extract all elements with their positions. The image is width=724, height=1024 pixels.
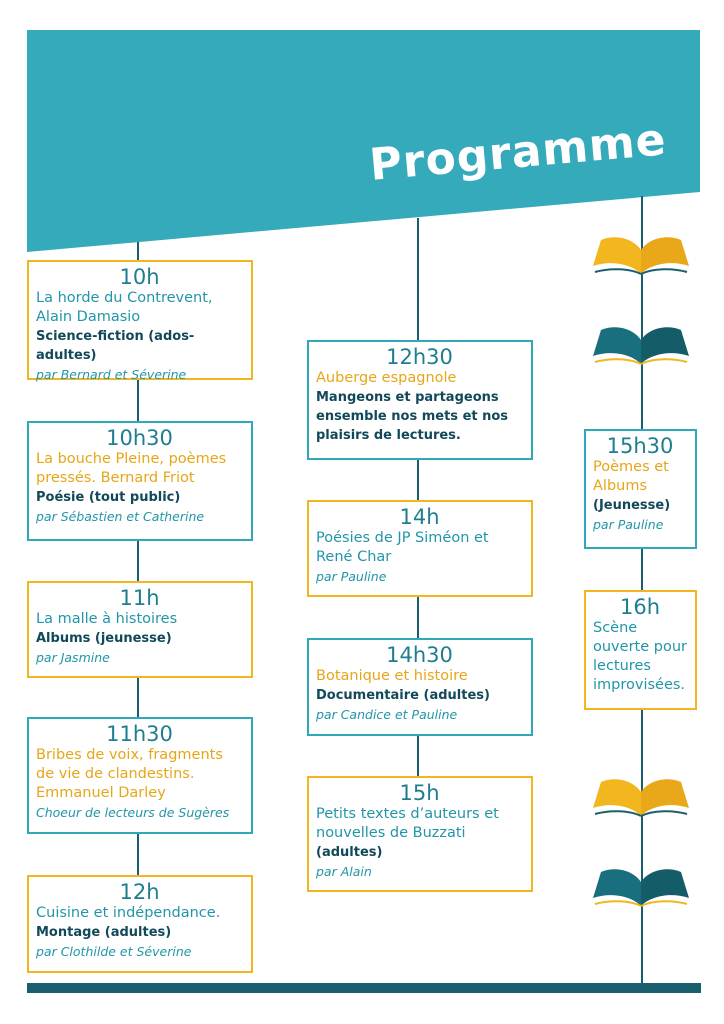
event-presenters: par Clothilde et Séverine [36, 944, 192, 959]
event-time: 10h [119, 265, 160, 289]
event-presenters: par Alain [316, 864, 372, 879]
event-time: 14h30 [386, 643, 453, 667]
event-card-12h [27, 875, 253, 973]
event-title: Botanique et histoire [316, 668, 468, 684]
event-time: 11h30 [106, 722, 173, 746]
event-time: 14h [399, 505, 440, 529]
event-card-11h [27, 581, 253, 678]
open-book-teal-icon [591, 862, 691, 908]
footer-bar [27, 983, 701, 993]
event-presenters: Choeur de lecteurs de Sugères [36, 805, 230, 820]
event-category: (adultes) [316, 845, 383, 860]
event-time: 12h [119, 880, 160, 904]
open-book-yellow-icon [591, 230, 691, 276]
event-card-10h [27, 260, 253, 380]
open-book-yellow-icon [591, 772, 691, 818]
event-card-10h30 [27, 421, 253, 541]
event-card-14h30 [307, 638, 533, 736]
event-time: 16h [619, 595, 661, 619]
event-card-14h [307, 500, 533, 597]
event-title: La malle à histoires [36, 611, 178, 627]
event-card-15h30 [584, 429, 697, 549]
event-presenters: par Bernard et Séverine [36, 367, 187, 382]
event-time: 11h [119, 586, 160, 610]
event-time: 12h30 [386, 345, 453, 369]
event-presenters: par Pauline [316, 569, 387, 584]
event-title: Petits textes d’auteurs et nouvelles de Buzzati [316, 806, 499, 841]
event-title: Poésies de JP Siméon et René Char [316, 530, 489, 565]
event-category: (Jeunesse) [593, 498, 671, 513]
event-time: 15h [399, 781, 440, 805]
event-time: 15h30 [606, 434, 674, 458]
open-book-teal-icon [591, 320, 691, 366]
event-category: Montage (adultes) [36, 925, 172, 940]
event-title: Auberge espagnole [316, 370, 457, 386]
event-title: La horde du Contrevent, Alain Damasio [36, 290, 213, 325]
event-category: Mangeons et partageons ensemble nos mets et nos plaisirs de lectures. [316, 390, 509, 443]
event-presenters: par Pauline [593, 517, 664, 532]
event-title: Cuisine et indépendance. [36, 905, 221, 921]
event-presenters: par Sébastien et Catherine [36, 509, 205, 524]
event-category: Albums (jeunesse) [36, 631, 172, 646]
event-presenters: par Jasmine [36, 650, 110, 665]
page-title: Programme [367, 114, 669, 191]
event-category: Poésie (tout public) [36, 490, 181, 505]
event-category: Documentaire (adultes) [316, 688, 490, 703]
event-presenters: par Candice et Pauline [316, 707, 458, 722]
event-card-16h [584, 590, 697, 710]
event-card-11h30 [27, 717, 253, 834]
event-time: 10h30 [106, 426, 173, 450]
event-title: La bouche Pleine, poèmes pressés. Bernard Friot [36, 451, 227, 486]
event-card-15h [307, 776, 533, 892]
event-card-12h30 [307, 340, 533, 460]
event-category: Science-fiction (ados-adultes) [36, 329, 195, 363]
event-title: Poèmes et Albums [593, 459, 669, 494]
event-title: Scène ouverte pour lectures improvisées. [593, 620, 687, 693]
event-title: Bribes de voix, fragments de vie de clandestins. Emmanuel Darley [36, 747, 223, 801]
